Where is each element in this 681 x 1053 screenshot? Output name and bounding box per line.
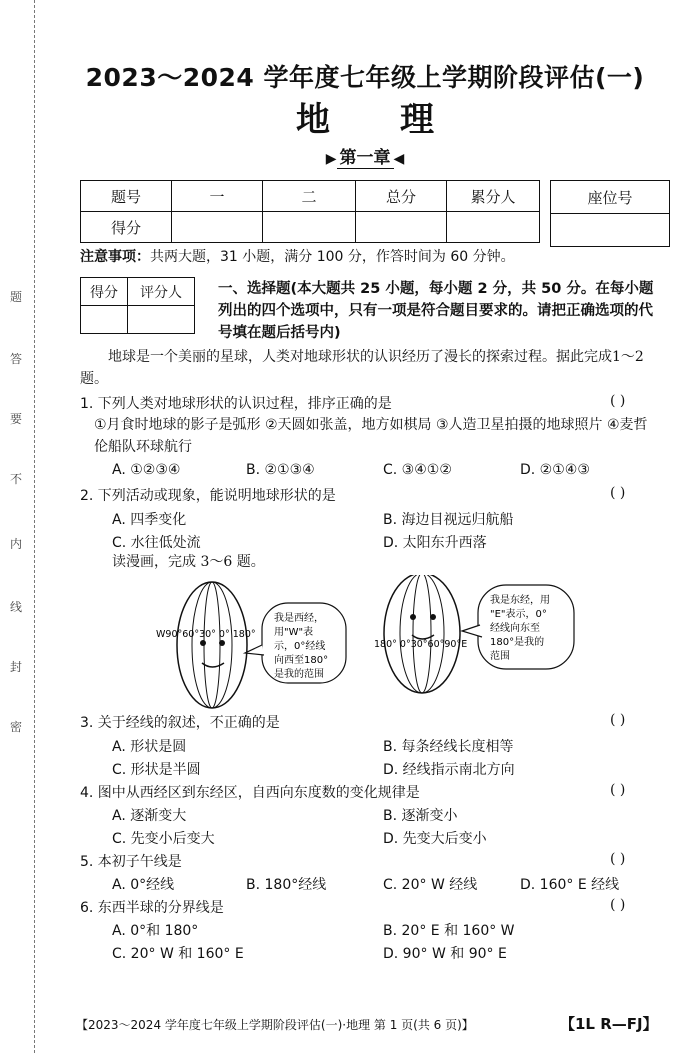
score-table-header: 总分	[356, 181, 447, 212]
score-table-header: 二	[263, 181, 356, 212]
option[interactable]: A. 形状是圆	[112, 739, 187, 755]
question-stem: 4. 图中从西经区到东经区，自西向东度数的变化规律是	[80, 785, 420, 801]
score-cell[interactable]	[356, 212, 447, 243]
score-table	[80, 180, 540, 243]
notice-text: 共两大题，31 小题，满分 100 分，作答时间为 60 分钟。	[150, 249, 515, 265]
svg-text:示，0°经线: 示，0°经线	[274, 641, 326, 652]
option[interactable]: A. 四季变化	[112, 512, 187, 528]
option[interactable]: B. 每条经线长度相等	[383, 739, 514, 755]
mini-score-cell[interactable]	[81, 306, 128, 334]
section-heading: 一、选择题(本大题共 25 小题，每小题 2 分，共 50 分。在每小题列出的四个选项中，只有一项是符合题目要求的。请把正确选项的代号填在题后括号内)	[218, 281, 654, 341]
chapter-label	[60, 143, 670, 168]
svg-text:180°是我的: 180°是我的	[490, 637, 545, 648]
seat-label: 座位号	[551, 181, 670, 214]
option[interactable]: B. 180°经线	[246, 877, 327, 893]
answer-paren[interactable]: ( )	[610, 393, 626, 409]
margin-char: 封	[9, 660, 22, 674]
notice	[80, 246, 515, 266]
option[interactable]: B. 20° E 和 160° W	[383, 923, 515, 939]
notice-label: 注意事项：	[80, 249, 150, 265]
answer-paren[interactable]: ( )	[610, 897, 626, 913]
score-row-label: 得分	[81, 212, 172, 243]
svg-text:范围: 范围	[490, 651, 510, 662]
mini-score-label: 得分	[81, 278, 128, 306]
svg-text:我是东经，用: 我是东经，用	[490, 595, 550, 606]
svg-text:"E"表示，0°: "E"表示，0°	[490, 609, 547, 620]
option[interactable]: D. ②①④③	[520, 462, 590, 478]
mini-grader-cell[interactable]	[128, 306, 195, 334]
west-axis-label: W90°60°30° 0° 180°	[156, 629, 256, 640]
question-stem: 6. 东西半球的分界线是	[80, 900, 224, 916]
option[interactable]: D. 经线指示南北方向	[383, 762, 515, 778]
binding-margin	[0, 0, 40, 1053]
score-table-header: 累分人	[447, 181, 540, 212]
score-cell[interactable]	[263, 212, 356, 243]
seat-cell[interactable]	[551, 214, 670, 247]
east-speech-bubble	[462, 585, 574, 669]
exam-code: 【1L R—FJ】	[560, 1015, 658, 1033]
option[interactable]: A. 0°和 180°	[112, 923, 199, 939]
section-score-table	[80, 277, 195, 334]
margin-char: 线	[9, 600, 22, 614]
east-axis-label: 180° 0°30°60°90°E	[374, 639, 468, 650]
option[interactable]: B. 海边目视远归航船	[383, 512, 514, 528]
option[interactable]: A. ①②③④	[112, 462, 181, 478]
option[interactable]: C. 20° W 和 160° E	[112, 946, 244, 962]
option[interactable]: C. 先变小后变大	[112, 831, 215, 847]
west-speech-bubble	[245, 603, 346, 683]
answer-paren[interactable]: ( )	[610, 712, 626, 728]
answer-paren[interactable]: ( )	[610, 782, 626, 798]
east-hemisphere-figure	[374, 575, 467, 693]
score-table-header: 题号	[81, 181, 172, 212]
intro-paragraph: 读漫画，完成 3～6 题。	[112, 554, 265, 570]
option[interactable]: B. ②①③④	[246, 462, 315, 478]
chapter-left-marker: ▶	[325, 151, 337, 167]
option[interactable]: A. 0°经线	[112, 877, 175, 893]
option[interactable]: D. 太阳东升西落	[383, 535, 487, 551]
question-stem: 2. 下列活动或现象，能说明地球形状的是	[80, 488, 336, 504]
margin-char: 答	[9, 352, 22, 366]
option[interactable]: D. 90° W 和 90° E	[383, 946, 507, 962]
option[interactable]: B. 逐渐变小	[383, 808, 458, 824]
page-footer: 【2023～2024 学年度七年级上学期阶段评估(一)·地理 第 1 页(共 6 页)】	[76, 1018, 474, 1032]
margin-char: 要	[9, 412, 22, 426]
svg-text:是我的范围: 是我的范围	[274, 669, 324, 680]
svg-text:向西至180°: 向西至180°	[274, 655, 329, 666]
score-cell[interactable]	[172, 212, 263, 243]
intro-paragraph: 地球是一个美丽的星球，人类对地球形状的认识经历了漫长的探索过程。据此完成1～2题。	[80, 349, 644, 387]
option[interactable]: C. 形状是半圆	[112, 762, 201, 778]
question-stem: 1. 下列人类对地球形状的认识过程，排序正确的是	[80, 396, 392, 412]
svg-text:经线向东至: 经线向东至	[490, 623, 540, 634]
svg-text:用"W"表: 用"W"表	[274, 627, 314, 638]
question-stem: 3. 关于经线的叙述，不正确的是	[80, 715, 280, 731]
score-cell[interactable]	[447, 212, 540, 243]
answer-paren[interactable]: ( )	[610, 851, 626, 867]
option[interactable]: D. 先变大后变小	[383, 831, 487, 847]
question-stem: 5. 本初子午线是	[80, 854, 182, 870]
margin-char: 题	[9, 290, 22, 304]
chapter-text: 第一章	[337, 148, 394, 169]
chapter-right-marker: ◀	[393, 151, 405, 167]
answer-paren[interactable]: ( )	[610, 485, 626, 501]
option[interactable]: C. 水往低处流	[112, 535, 201, 551]
option[interactable]: A. 逐渐变大	[112, 808, 187, 824]
margin-char: 不	[9, 472, 22, 486]
option[interactable]: D. 160° E 经线	[520, 877, 620, 893]
margin-char: 密	[9, 720, 22, 734]
option[interactable]: C. 20° W 经线	[383, 877, 478, 893]
west-hemisphere-figure	[156, 582, 256, 708]
svg-text:我是西经，: 我是西经，	[274, 613, 324, 624]
subject-title: 地理	[296, 100, 504, 140]
longitude-cartoon	[150, 575, 670, 715]
binding-dashed-line	[34, 0, 35, 1053]
score-table-header: 一	[172, 181, 263, 212]
option[interactable]: C. ③④①②	[383, 462, 452, 478]
mini-grader-label: 评分人	[128, 278, 195, 306]
question-statements: ①月食时地球的影子是弧形 ②天圆如张盖，地方如棋局 ③人造卫星拍摄的地球照片 ④麦哲伦船队环球航行	[94, 417, 648, 455]
margin-char: 内	[9, 537, 22, 551]
seat-table	[550, 180, 670, 247]
exam-title: 2023～2024 学年度七年级上学期阶段评估(一)	[85, 63, 645, 92]
